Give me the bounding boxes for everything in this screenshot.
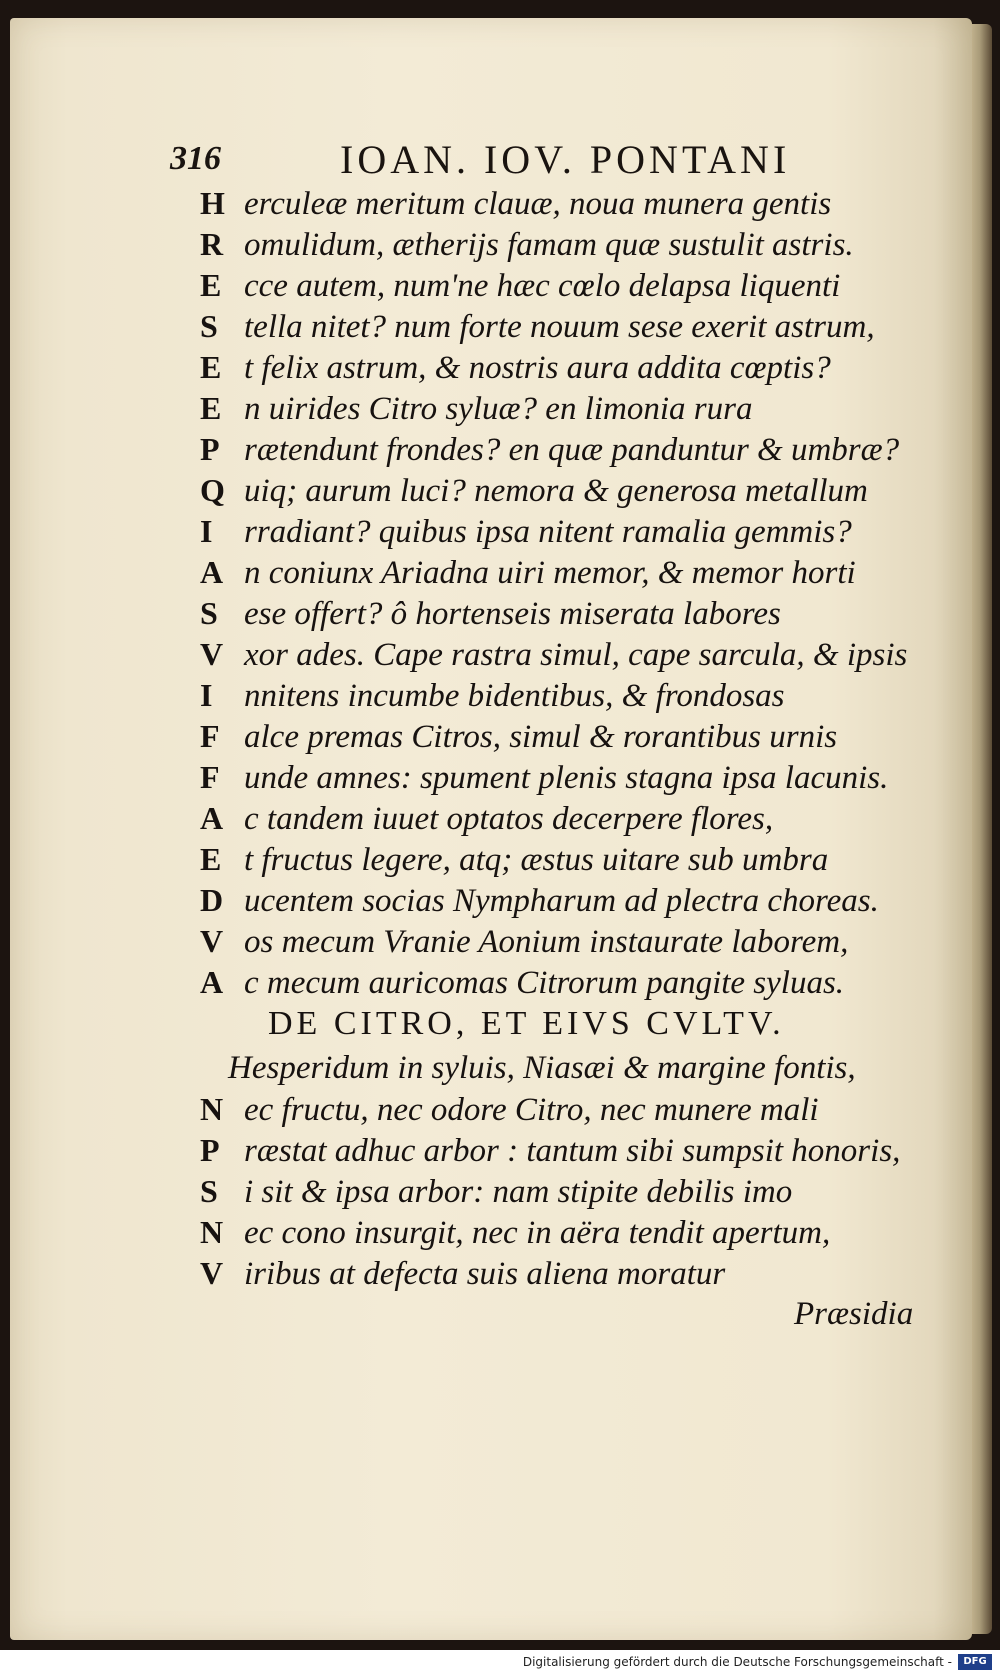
- verse-initial: E: [200, 390, 222, 426]
- section-heading: DE CITRO, ET EIVS CVLTV.: [268, 1005, 785, 1042]
- verse-initial: P: [200, 1132, 220, 1168]
- book-page: [10, 18, 972, 1640]
- verse-initial: V: [200, 636, 224, 672]
- verse-initial: N: [200, 1091, 224, 1127]
- verse-text: cce autem, num'ne hæc cœlo delapsa liquenti: [244, 268, 841, 304]
- verse-initial: Q: [200, 472, 225, 508]
- page-edge: [972, 24, 992, 1634]
- verse-initial: S: [200, 1173, 218, 1209]
- verse-line: [228, 1048, 948, 1088]
- verse-line: [200, 429, 920, 469]
- verse-line: [200, 1130, 920, 1170]
- verse-text: i sit & ipsa arbor: nam stipite debilis imo: [244, 1174, 793, 1210]
- verse-line: [200, 798, 920, 838]
- verse-text: omulidum, ætherijs famam quæ sustulit astris.: [244, 227, 854, 263]
- verse-text: tella nitet? num forte nouum sese exerit astrum,: [244, 309, 875, 345]
- verse-initial: E: [200, 841, 222, 877]
- verse-text: t fructus legere, atq; æstus uitare sub umbra: [244, 842, 829, 878]
- verse-line: [200, 921, 920, 961]
- verse-initial: P: [200, 431, 220, 467]
- verse-line: [200, 224, 920, 264]
- verse-text: Hesperidum in syluis, Niasæi & margine fontis,: [228, 1050, 856, 1086]
- verse-line: [200, 1212, 920, 1252]
- verse-line: [200, 347, 920, 387]
- verse-text: n uirides Citro syluæ? en limonia rura: [244, 391, 753, 427]
- verse-line: [200, 306, 920, 346]
- verse-text: ec fructu, nec odore Citro, nec munere mali: [244, 1092, 819, 1128]
- verse-initial: S: [200, 595, 218, 631]
- verse-text: unde amnes: spument plenis stagna ipsa lacunis.: [244, 760, 889, 796]
- running-head: IOAN. IOV. PONTANI: [340, 137, 791, 182]
- verse-initial: I: [200, 677, 213, 713]
- verse-initial: S: [200, 308, 218, 344]
- footer-bar: [0, 1650, 1000, 1676]
- verse-line: [200, 552, 920, 592]
- funding-credit: Digitalisierung gefördert durch die Deutsche Forschungsgemeinschaft -: [522, 1655, 952, 1669]
- verse-line: [200, 962, 920, 1002]
- verse-line: [200, 265, 920, 305]
- verse-text: n coniunx Ariadna uiri memor, & memor horti: [244, 555, 856, 591]
- verse-text: ræstat adhuc arbor : tantum sibi sumpsit honoris,: [244, 1133, 901, 1169]
- verse-line: [200, 757, 920, 797]
- verse-text: ese offert? ô hortenseis miserata labores: [244, 596, 781, 632]
- verse-initial: I: [200, 513, 213, 549]
- verse-line: [200, 470, 920, 510]
- verse-line: [200, 511, 920, 551]
- verse-text: iribus at defecta suis aliena moratur: [244, 1256, 726, 1292]
- verse-text: xor ades. Cape rastra simul, cape sarcula, & ipsis: [244, 637, 908, 673]
- verse-initial: R: [200, 226, 224, 262]
- verse-text: erculeæ meritum clauæ, noua munera gentis: [244, 186, 832, 222]
- verse-text: nnitens incumbe bidentibus, & frondosas: [244, 678, 785, 714]
- verse-initial: V: [200, 1255, 224, 1291]
- verse-line: [200, 880, 920, 920]
- verse-text: ec cono insurgit, nec in aëra tendit apertum,: [244, 1215, 831, 1251]
- verse-text: alce premas Citros, simul & rorantibus urnis: [244, 719, 838, 755]
- verse-line: [200, 716, 920, 756]
- verse-initial: E: [200, 267, 222, 303]
- verse-initial: A: [200, 800, 224, 836]
- verse-line: [200, 593, 920, 633]
- verse-text: uiq; aurum luci? nemora & generosa metallum: [244, 473, 868, 509]
- verse-text: t felix astrum, & nostris aura addita cœptis?: [244, 350, 831, 386]
- verse-text: rradiant? quibus ipsa nitent ramalia gemmis?: [244, 514, 852, 550]
- verse-line: [200, 1171, 920, 1211]
- verse-initial: A: [200, 964, 224, 1000]
- verse-initial: D: [200, 882, 224, 918]
- page-number: 316: [170, 140, 221, 177]
- verse-text: os mecum Vranie Aonium instaurate laborem,: [244, 924, 849, 960]
- verse-initial: H: [200, 185, 225, 221]
- verse-line: [200, 675, 920, 715]
- verse-line: [200, 388, 920, 428]
- verse-text: ucentem socias Nympharum ad plectra choreas.: [244, 883, 879, 919]
- verse-text: c mecum auricomas Citrorum pangite syluas.: [244, 965, 845, 1001]
- verse-text: rætendunt frondes? en quæ panduntur & umbræ?: [244, 432, 900, 468]
- verse-initial: V: [200, 923, 224, 959]
- verse-line: [200, 1089, 920, 1129]
- catchword: Præsidia: [794, 1296, 914, 1332]
- verse-initial: F: [200, 759, 220, 795]
- verse-line: [200, 839, 920, 879]
- verse-initial: N: [200, 1214, 224, 1250]
- verse-initial: A: [200, 554, 224, 590]
- verse-line: [200, 634, 920, 674]
- verse-initial: F: [200, 718, 220, 754]
- verse-initial: E: [200, 349, 222, 385]
- dfg-logo: DFG: [958, 1654, 992, 1670]
- verse-text: c tandem iuuet optatos decerpere flores,: [244, 801, 774, 837]
- verse-line: [200, 183, 920, 223]
- verse-line: [200, 1253, 920, 1293]
